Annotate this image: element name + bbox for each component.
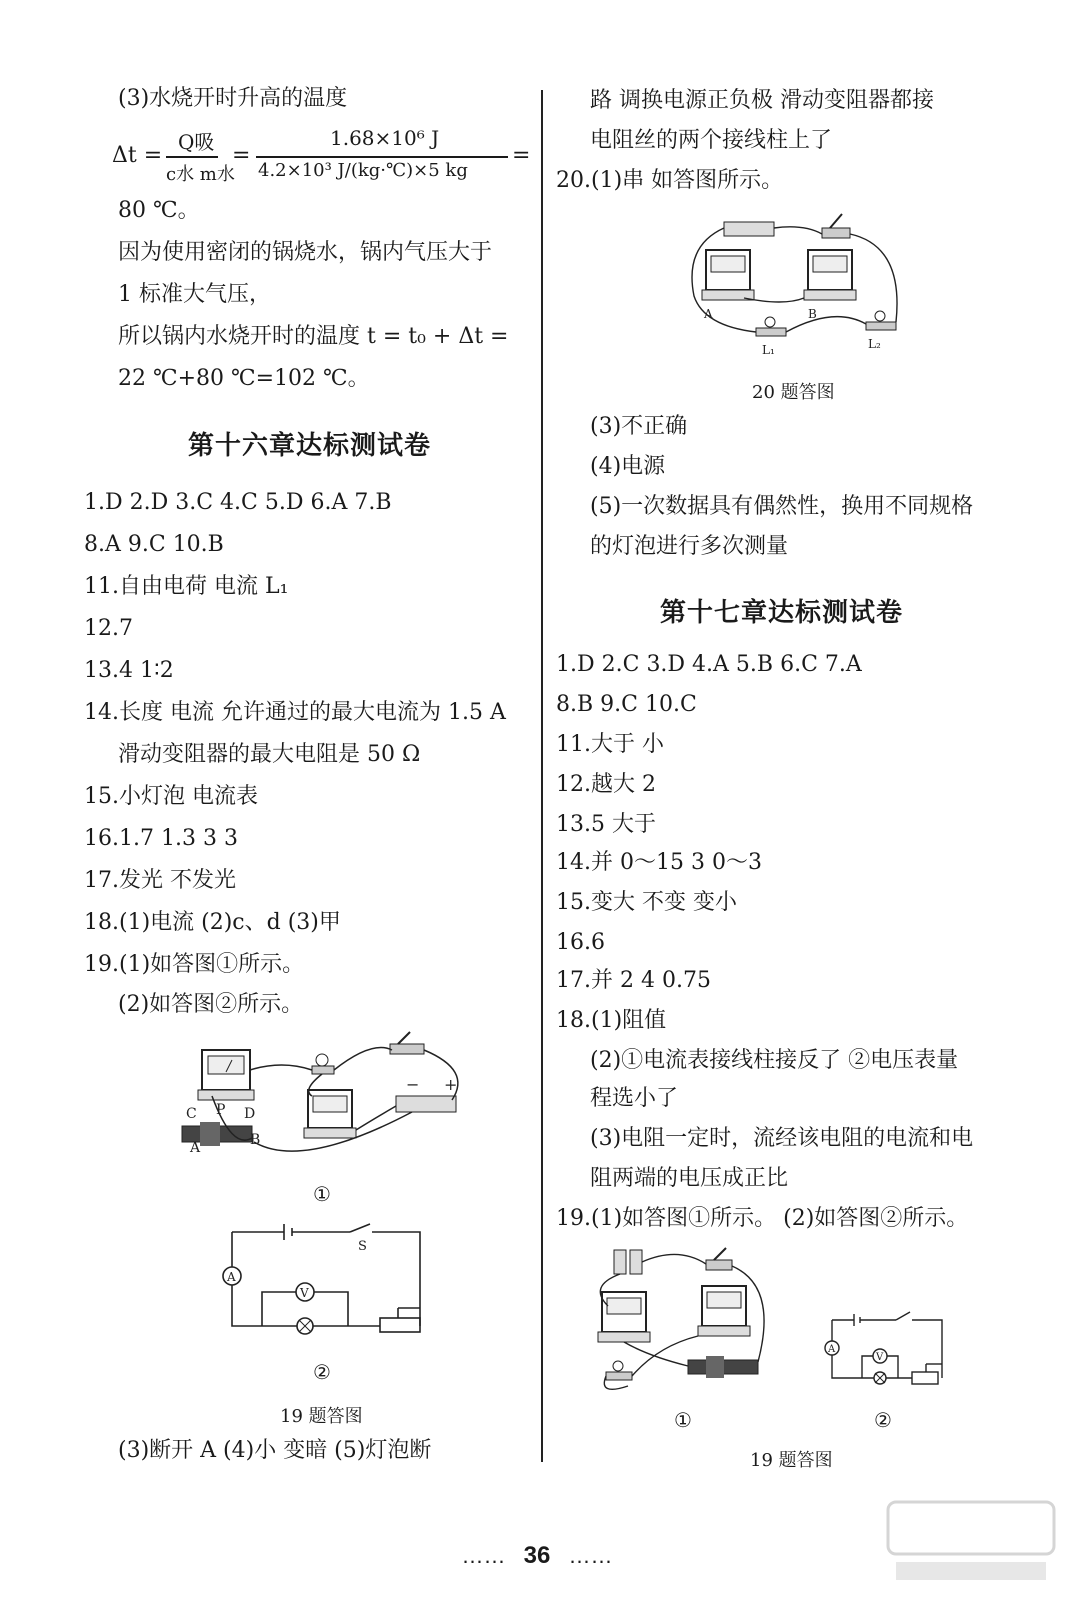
answer-line: 17.发光 不发光 [84, 868, 236, 893]
svg-text:B: B [250, 1132, 261, 1148]
formula-num2: 1.68×10⁶ J [330, 126, 440, 150]
formula-eq2: = [512, 143, 531, 168]
answer-line: 8.B 9.C 10.C [556, 692, 697, 717]
answer-line: 因为使用密闭的锅烧水，锅内气压大于 [118, 240, 493, 265]
answer-line: 22 ℃+80 ℃=102 ℃。 [118, 366, 370, 391]
figure-label: ② [874, 1408, 892, 1432]
svg-text:C: C [186, 1106, 197, 1122]
answer-line: (3)电阻一定时，流经该电阻的电流和电 [590, 1126, 974, 1151]
answer-line: 1.D 2.D 3.C 4.C 5.D 6.A 7.B [84, 490, 392, 515]
answer-line: 12.7 [84, 616, 133, 641]
answer-line: (4)电源 [590, 454, 666, 479]
formula-eq: = [232, 143, 251, 168]
footer-dots: …… [461, 1543, 506, 1568]
answer-line: 14.并 0～15 3 0～3 [556, 850, 762, 875]
answer-line: 电阻丝的两个接线柱上了 [590, 128, 833, 153]
figure-caption: 19 题答图 [280, 1406, 363, 1427]
svg-text:L₂: L₂ [868, 337, 881, 351]
circuit-photo-figure [172, 1030, 472, 1170]
answer-line: 16.1.7 1.3 3 3 [84, 826, 238, 851]
svg-text:V: V [876, 1352, 884, 1363]
answer-line: 的灯泡进行多次测量 [590, 534, 789, 559]
page-number: 36 [523, 1542, 551, 1569]
answer-line: 程选小了 [590, 1086, 679, 1111]
formula-num1: Q吸 [178, 130, 215, 154]
answer-line: 17.并 2 4 0.75 [556, 968, 711, 993]
answer-line: 11.大于 小 [556, 732, 664, 757]
answer-line: (3)断开 A (4)小 变暗 (5)灯泡断 [118, 1438, 432, 1463]
answer-line: 滑动变阻器的最大电阻是 50 Ω [118, 742, 421, 767]
answer-line: 80 ℃。 [118, 198, 200, 223]
svg-text:V: V [300, 1286, 309, 1300]
figure-label: ① [313, 1182, 331, 1206]
svg-text:A: A [828, 1344, 836, 1355]
figure-label: ① [674, 1408, 692, 1432]
svg-text:+: + [444, 1075, 458, 1094]
answer-line: 15.变大 不变 变小 [556, 890, 737, 915]
svg-text:D: D [244, 1106, 256, 1122]
answer-line: (2)如答图②所示。 [118, 992, 304, 1017]
figure-caption: 20 题答图 [752, 382, 835, 403]
answer-line: 8.A 9.C 10.B [84, 532, 224, 557]
formula-den1: c水 m水 [166, 164, 235, 185]
figure-label: ② [313, 1360, 331, 1384]
formula-den2: 4.2×10³ J/(kg·℃)×5 kg [258, 160, 468, 181]
answer-line: (3)不正确 [590, 414, 688, 439]
answer-line: 13.4 1∶2 [84, 658, 174, 683]
circuit-schematic [818, 1302, 948, 1392]
answer-line: 16.6 [556, 930, 605, 955]
chapter-heading: 第十六章达标测试卷 [188, 431, 432, 461]
answer-line: 14.长度 电流 允许通过的最大电流为 1.5 A [84, 700, 506, 725]
circuit-schematic [212, 1222, 442, 1342]
circuit-photo-figure [684, 206, 914, 366]
answer-line: 18.(1)阻值 [556, 1008, 667, 1033]
svg-text:A: A [190, 1140, 201, 1156]
answer-line: 15.小灯泡 电流表 [84, 784, 258, 809]
circuit-photo-figure [588, 1246, 788, 1396]
answer-line: 路 调换电源正负极 滑动变阻器都接 [590, 88, 934, 113]
answer-line: 1 标准大气压， [118, 282, 271, 307]
answer-line: 19.(1)如答图①所示。 [84, 952, 305, 977]
answer-line: 阻两端的电压成正比 [590, 1166, 789, 1191]
answer-line: (2)①电流表接线柱接反了 ②电压表量 [590, 1048, 959, 1073]
footer-dots: …… [568, 1543, 613, 1568]
svg-text:L₁: L₁ [762, 343, 775, 357]
formula-dt: Δt = [112, 143, 163, 168]
svg-text:A: A [704, 307, 713, 321]
answer-line: 19.(1)如答图①所示。 (2)如答图②所示。 [556, 1206, 969, 1231]
answer-line: 20.(1)串 如答图所示。 [556, 168, 784, 193]
answer-line: (3)水烧开时升高的温度 [118, 86, 348, 111]
column-divider [541, 90, 543, 1462]
answer-line: 12.越大 2 [556, 772, 656, 797]
answer-line: 1.D 2.C 3.D 4.A 5.B 6.C 7.A [556, 652, 862, 677]
answer-line: 所以锅内水烧开时的温度 t = t₀ + Δt = [118, 324, 509, 349]
svg-text:P: P [216, 1102, 226, 1118]
svg-text:A: A [227, 1270, 236, 1284]
svg-text:S: S [358, 1239, 367, 1254]
svg-text:−: − [406, 1075, 420, 1094]
svg-text:B: B [808, 307, 817, 321]
chapter-heading: 第十七章达标测试卷 [660, 598, 904, 628]
answer-line: 11.自由电荷 电流 L₁ [84, 574, 289, 599]
answer-line: (5)一次数据具有偶然性，换用不同规格 [590, 494, 974, 519]
watermark-logo [886, 1500, 1056, 1586]
fraction-bar [166, 156, 218, 158]
answer-line: 18.(1)电流 (2)c、d (3)甲 [84, 910, 341, 935]
fraction-bar [256, 156, 508, 158]
answer-line: 13.5 大于 [556, 812, 656, 837]
figure-caption: 19 题答图 [750, 1450, 833, 1471]
